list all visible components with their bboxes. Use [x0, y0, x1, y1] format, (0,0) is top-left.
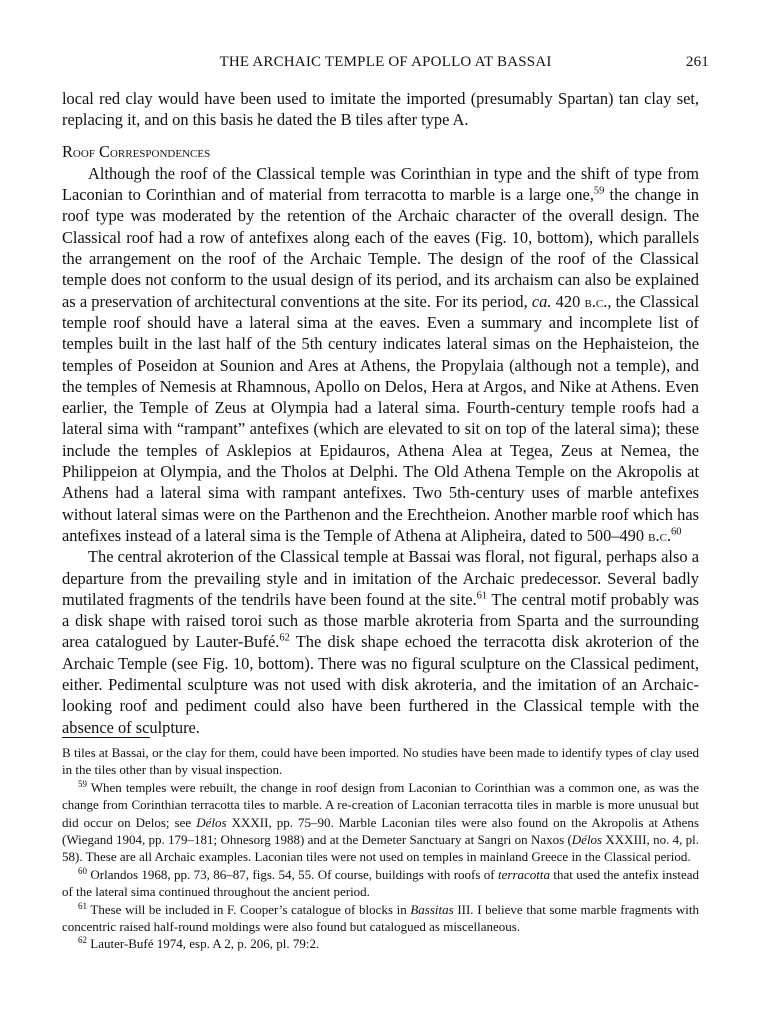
text-run: , the Classical temple roof should have a lateral sima at the eaves. Even a summary and incomplete list of temples built in the last half of the 5th century indicates lateral simas on the Hephaisteion, the temples of Poseidon at Sounion and Ares at Athens, the Propylaia (although not a temple), and the temples of Nemesis at Rhamnous, Apollo on Delos, Hera at Argos, and Nike at Athens. Even earlier, the Temple of Zeus at Olympia had a lateral sima. Fourth-century temple roofs had a lateral sima with “rampant” antefixes (which are elevated to sit on top of the lateral sima); these include the temples of Asklepios at Epidauros, Athena Alea at Tegea, Zeus at Nemea, the Philippeion at Olympia, and the Tholos at Delphi. The Old Athena Temple on the Akropolis at Athens had a lateral sima with rampant antefixes. Two 5th-century uses of marble antefixes without lateral simas were on the Parthenon and the Erechtheion. Another marble roof which has antefixes instead of a lateral sima is the Temple of Athena at Alipheira, dated to 500–490: [62, 291, 700, 545]
text-run: Orlandos 1968, pp. 73, 86–87, figs. 54, 55. Of course, buildings with roofs of: [87, 866, 498, 882]
text-run: XXXIII, no. 4, pl. 58). These are all Archaic examples. Laconian tiles were not used on temples in mainland Greece in the Classical period.: [62, 832, 699, 865]
era-bc: b.c.: [584, 291, 608, 311]
paragraph-continued: local red clay would have been used to imitate the imported (presumably Spartan) tan clay set, replacing it, and on this basis he dated the B tiles after type A.: [62, 89, 699, 130]
footnote-rule: [62, 737, 150, 738]
text-run: that used the antefix instead of the lateral sima continued throughout the ancient period.: [62, 866, 699, 900]
text-run: The central motif probably was a disk shape with raised toroi such as those marble akroteria from Sparta and the surrounding area catalogued by Lauter-Bufé.: [62, 589, 699, 652]
footnote-number: 61: [78, 900, 87, 911]
footnote-ref-59[interactable]: 59: [593, 185, 605, 197]
text-run: The central akroterion of the Classical temple at Bassai was floral, not figural, perhaps also a departure from the prevailing style and in imitation of the Archaic predecessor. Several badly mutilated fragments of the tendrils have been found at the site.: [62, 547, 699, 609]
text-run: 420: [551, 291, 585, 311]
paragraph-roof: [62, 163, 699, 546]
italic-ca: ca.: [531, 291, 552, 311]
footnote-number: 59: [78, 778, 87, 789]
italic-title: Délos: [196, 814, 227, 830]
footnote-61: [62, 901, 699, 936]
italic-word: terracotta: [498, 866, 550, 882]
italic-title: Bassitas: [410, 901, 454, 917]
footnote-ref-62[interactable]: 62: [279, 633, 290, 645]
footnotes: [62, 744, 699, 953]
text-run: Although the roof of the Classical temple was Corinthian in type and the shift of type from Laconian to Corinthian and of material from terracotta to marble is a large one,: [62, 163, 699, 205]
footnote-continued: B tiles at Bassai, or the clay for them, could have been imported. No studies have been made to identify types of clay used in the tiles other than by visual inspection.: [62, 745, 699, 778]
footnote-ref-61[interactable]: 61: [476, 590, 488, 602]
footnote-62: [62, 935, 699, 952]
text-run: Lauter-Bufé 1974, esp. A 2, p. 206, pl. 79:2.: [87, 936, 320, 952]
page-number: 261: [685, 54, 709, 70]
footnote-number: 60: [78, 865, 87, 876]
footnote-number: 62: [78, 935, 87, 946]
text-run: III. I believe that some marble fragments with concentric raised half-round moldings were also found but catalogued as miscellaneous.: [62, 901, 699, 935]
text-run: When temples were rebuilt, the change in roof design from Laconian to Corinthian was a common one, as was the change from Corinthian terracotta tiles to marble. A re-creation of Laconian terracotta tiles in marble is more unusual but did occur on Delos; see: [62, 779, 699, 830]
footnote-59: [62, 779, 699, 866]
italic-title: Délos: [571, 832, 603, 848]
main-text: [62, 88, 699, 738]
era-bc: b.c.: [648, 525, 672, 545]
paragraph-akroterion: [62, 546, 699, 738]
running-header: [62, 54, 709, 74]
text-run: The disk shape echoed the terracotta disk akroterion of the Archaic Temple (see Fig. 10, bottom). There was no figural sculpture on the Classical pediment, either. Pedimental sculpture was not used with disk akroteria, and the imitation of an Archaic-looking roof and pediment could also have been furthered in the Classical temple with the absence of sculpture.: [62, 632, 699, 737]
section-heading: Roof Correspondences: [62, 141, 211, 161]
footnote-ref-60[interactable]: 60: [671, 526, 682, 538]
running-title: THE ARCHAIC TEMPLE OF APOLLO AT BASSAI: [219, 54, 552, 70]
footnote-60: [62, 866, 699, 901]
text-run: These will be included in F. Cooper’s catalogue of blocks in: [87, 901, 411, 917]
text-run: XXXII, pp. 75–90. Marble Laconian tiles were also found on the Akropolis at Athens (Wiegand 1904, pp. 179–181; Ohnesorg 1988) and at the Demeter Sanctuary at Sangri on Naxos (: [62, 814, 699, 848]
text-run: the change in roof type was moderated by the retention of the Archaic character of the overall design. The Classical roof had a row of antefixes along each of the eaves (Fig. 10, bottom), which parallels the arrangement on the roof of the Archaic Temple. The design of the roof of the Classical temple does not conform to the usual design of its period, and its archaism can also be explained as a preservation of architectural conventions at the site. For its period,: [62, 185, 699, 311]
